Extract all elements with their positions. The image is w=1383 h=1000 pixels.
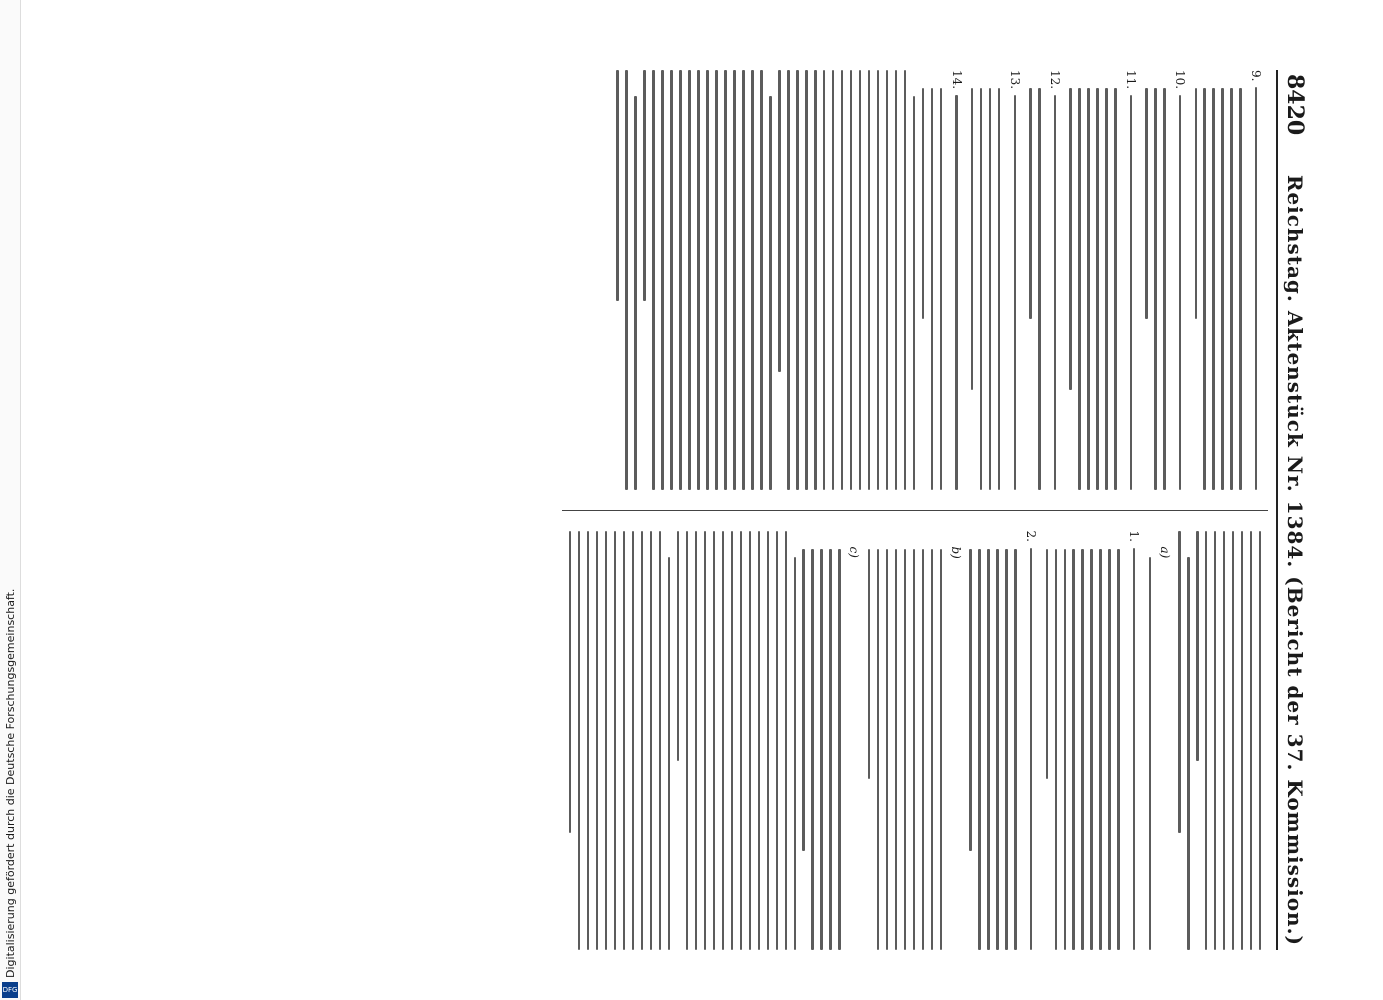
page-header [1276,70,1308,950]
list-item: 10. [1172,70,1188,490]
right-column [562,531,1268,951]
list-item: 1. [1126,531,1142,951]
page-number: 8420 [1282,74,1308,136]
credit-strip [0,0,21,1000]
page-title: Reichstag. Aktenstück Nr. 1384. (Bericht der 37. Kommission.) [1283,174,1307,946]
subsection-label: b) [948,546,963,559]
scanned-page [78,70,1308,950]
list-item: 9. [1248,70,1264,490]
left-column [562,70,1268,490]
funding-credit: Digitalisierung gefördert durch die Deutsche Forschungsgemeinschaft. [4,588,17,978]
dfg-logo-icon: DFG [2,982,18,998]
list-item: 13. [1007,70,1023,490]
subsection-label: a) [1157,546,1172,559]
column-divider [562,510,1268,511]
list-item: 14. [949,70,965,490]
page-rotated [78,70,1308,950]
list-item: 2. [1023,531,1039,951]
list-item: 12. [1047,70,1063,490]
list-item: 11. [1123,70,1139,490]
subsection-label: c) [847,546,862,558]
